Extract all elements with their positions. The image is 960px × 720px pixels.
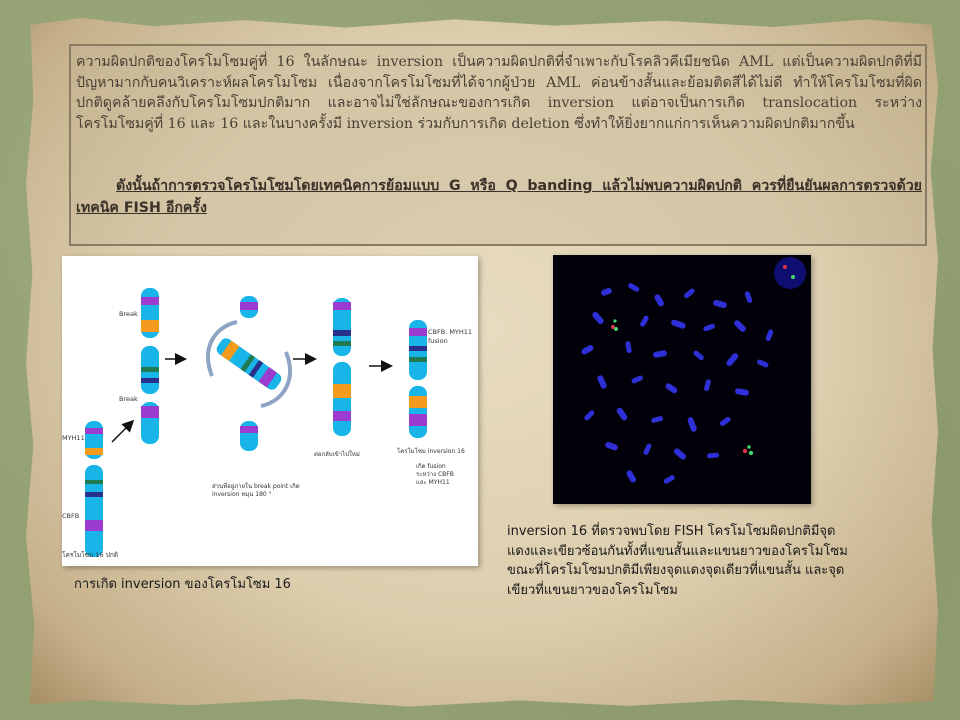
cbfb-label: CBFB: [62, 512, 80, 520]
break-top-label: Break: [119, 310, 138, 318]
description-paragraph: ความผิดปกติของโครโมโซมคู่ที่ 16 ในลักษณะ inversion เป็นความผิดปกติที่จำเพาะกับโรคลิวคีเมียชนิด AML แต่เป็นความผิดปกติที่มีปัญหามากกับคนวิเคราะห์ผลโครโมโซม เนื่องจากโครโมโซมที่ได้จากผู้ป่วย AML ค่อนข้างสั้นและย้อมติดสีได้ไม่ดี ทำให้โครโมโซมที่ผิดปกติดูคล้ายคลึงกับโครโมโซมปกติมาก และอาจไม่ใช่ลักษณะของการเกิด inversion แต่อาจเป็นการเกิด translocation ระหว่างโครโมโซมคู่ที่ 16 และ 16 และในบางครั้งมี inversion ร่วมกับการเกิด deletion ซึ่งทำให้ยิ่งยากแก่การเห็นความผิดปกติมากขึ้น: [76, 54, 922, 132]
normal-chromosome-label: โครโมโซม 16 ปกติ: [62, 551, 118, 559]
broken-chromosome: [141, 288, 159, 444]
inversion-diagram-svg: [62, 256, 478, 566]
diagram-caption: การเกิด inversion ของโครโมโซม 16: [74, 577, 291, 592]
break-bottom-label: Break: [119, 395, 138, 403]
arrow-1: [112, 422, 132, 442]
fusion-label-2: fusion: [428, 337, 448, 345]
rejoin-label: ต่อกลับเข้าไปใหม่: [314, 451, 360, 458]
rotate-note-1: ส่วนที่อยู่ภายใน break point เกิด: [212, 483, 300, 490]
fusion-label-1: CBFB. MYH11: [428, 328, 473, 336]
fish-image: [553, 255, 811, 504]
fusion-note-3: และ MYH11: [416, 479, 450, 486]
fish-image-svg: [553, 255, 811, 504]
rotating-chromosome: [208, 296, 290, 451]
rotate-note-2: inversion หมุน 180 °: [212, 491, 272, 498]
myh11-label: MYH11: [62, 434, 85, 442]
fish-caption: inversion 16 ที่ตรวจพบโดย FISH โครโมโซมผิดปกติมีจุดแดงและเขียวซ้อนกันทั้งที่แขนสั้นและแขนยาวของโครโมโซม ขณะที่โครโมโซมปกติมีเพียงจุดแดงจุดเดียวที่แขนสั้น และจุดเขียวที่แขนยาวของโครโมโซม: [507, 524, 848, 598]
fusion-note-2: ระหว่าง CBFB: [416, 471, 454, 478]
recommendation-paragraph: ดังนั้นถ้าการตรวจโครโมโซมโดยเทคนิคการย้อมแบบ G หรือ Q banding แล้วไม่พบความผิดปกติ ควรที่ยืนยันผลการตรวจด้วยเทคนิค FISH อีกครั้ง: [76, 178, 922, 216]
inversion-diagram: [62, 256, 478, 566]
rejoined-chromosome: [333, 298, 351, 436]
inv16-label: โครโมโซม inversion 16: [397, 448, 465, 455]
inv16-chromosome: [409, 320, 427, 438]
normal-chromosome: [85, 421, 103, 557]
fusion-note-1: เกิด fusion: [416, 463, 446, 470]
